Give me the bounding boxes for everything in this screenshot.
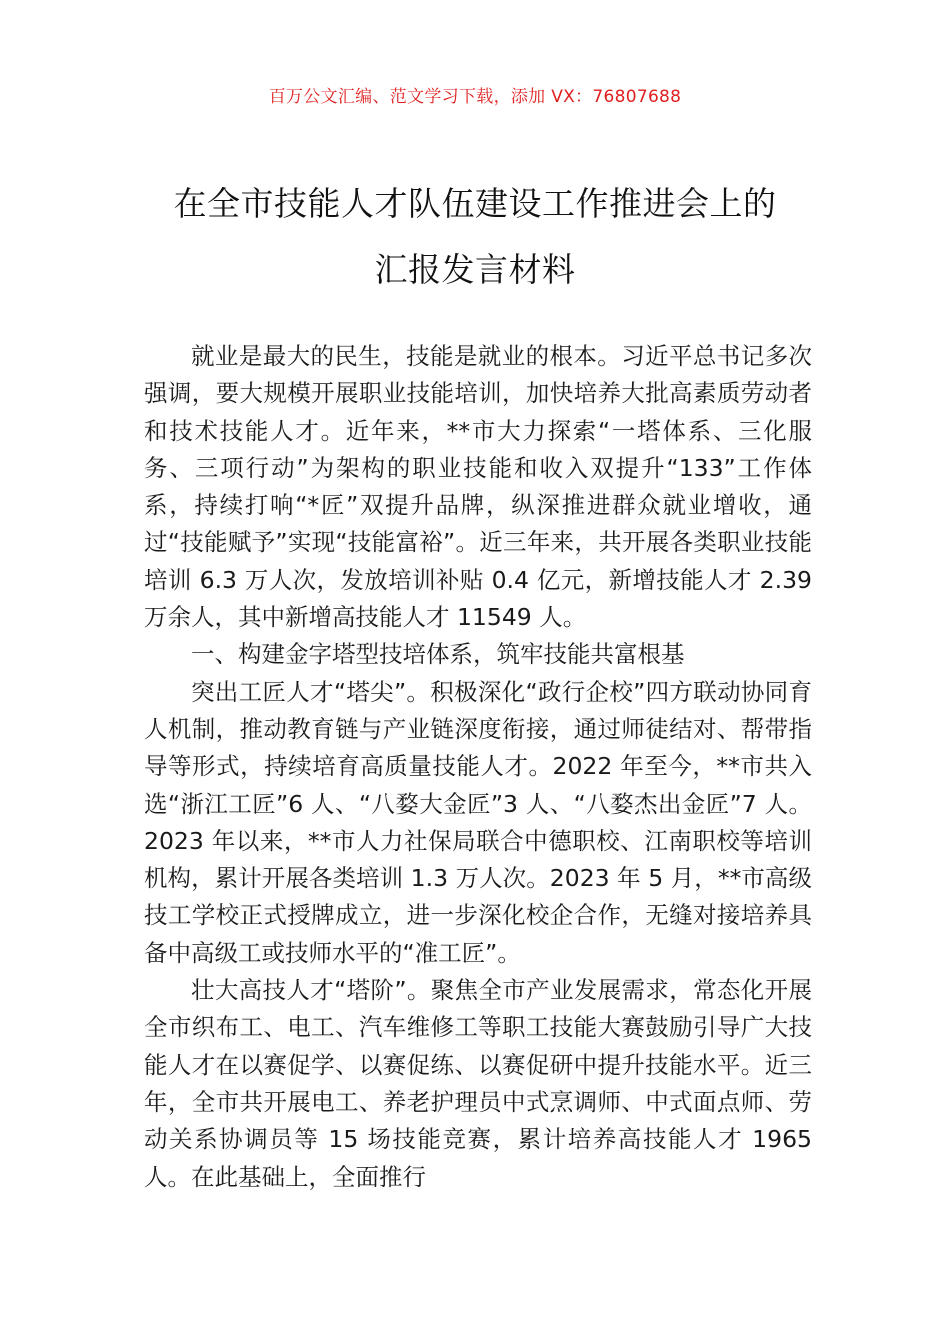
document-title-line-2: 汇报发言材料 [374, 250, 576, 289]
document-title-line-1: 在全市技能人才队伍建设工作推进会上的 [173, 184, 777, 223]
document-body [144, 338, 812, 1196]
header-watermark-note: 百万公文汇编、范文学习下载，添加 VX：76807688 [268, 87, 682, 107]
paragraph-craftsman-top: 突出工匠人才“塔尖”。积极深化“政行企校”四方联动协同育人机制，推动教育链与产业链深度衔接，通过师徒结对、帮带指导等形式，持续培育高质量技能人才。2022 年至今，**市共入选“浙江工匠”6 人、“八婺大金匠”3 人、“八婺杰出金匠”7 人。2023 年以来，**市人力社保局联合中德职校、江南职校等培训机构，累计开展各类培训 1.3 万人次。2023 年 5 月，**市高级技工学校正式授牌成立，进一步深化校企合作，无缝对接培养具备中高级工或技师水平的“准工匠”。 [144, 677, 812, 967]
section-heading-1: 一、构建金字塔型技培体系，筑牢技能共富根基 [191, 640, 685, 669]
paragraph-high-skill-tier: 壮大高技人才“塔阶”。聚焦全市产业发展需求，常态化开展全市织布工、电工、汽车维修工等职工技能大赛鼓励引导广大技能人才在以赛促学、以赛促练、以赛促研中提升技能水平。近三年，全市共开展电工、养老护理员中式烹调师、中式面点师、劳动关系协调员等 15 场技能竞赛，累计培养高技能人才 1965 人。在此基础上，全面推行 [144, 976, 812, 1191]
paragraph-intro: 就业是最大的民生，技能是就业的根本。习近平总书记多次强调，要大规模开展职业技能培训，加快培养大批高素质劳动者和技术技能人才。近年来，**市大力探索“一塔体系、三化服务、三项行动”为架构的职业技能和收入双提升“133”工作体系，持续打响“*匠”双提升品牌，纵深推进群众就业增收，通过“技能赋予”实现“技能富裕”。近三年来，共开展各类职业技能培训 6.3 万人次，发放培训补贴 0.4 亿元，新增技能人才 2.39 万余人，其中新增高技能人才 11549 人。 [144, 342, 812, 632]
